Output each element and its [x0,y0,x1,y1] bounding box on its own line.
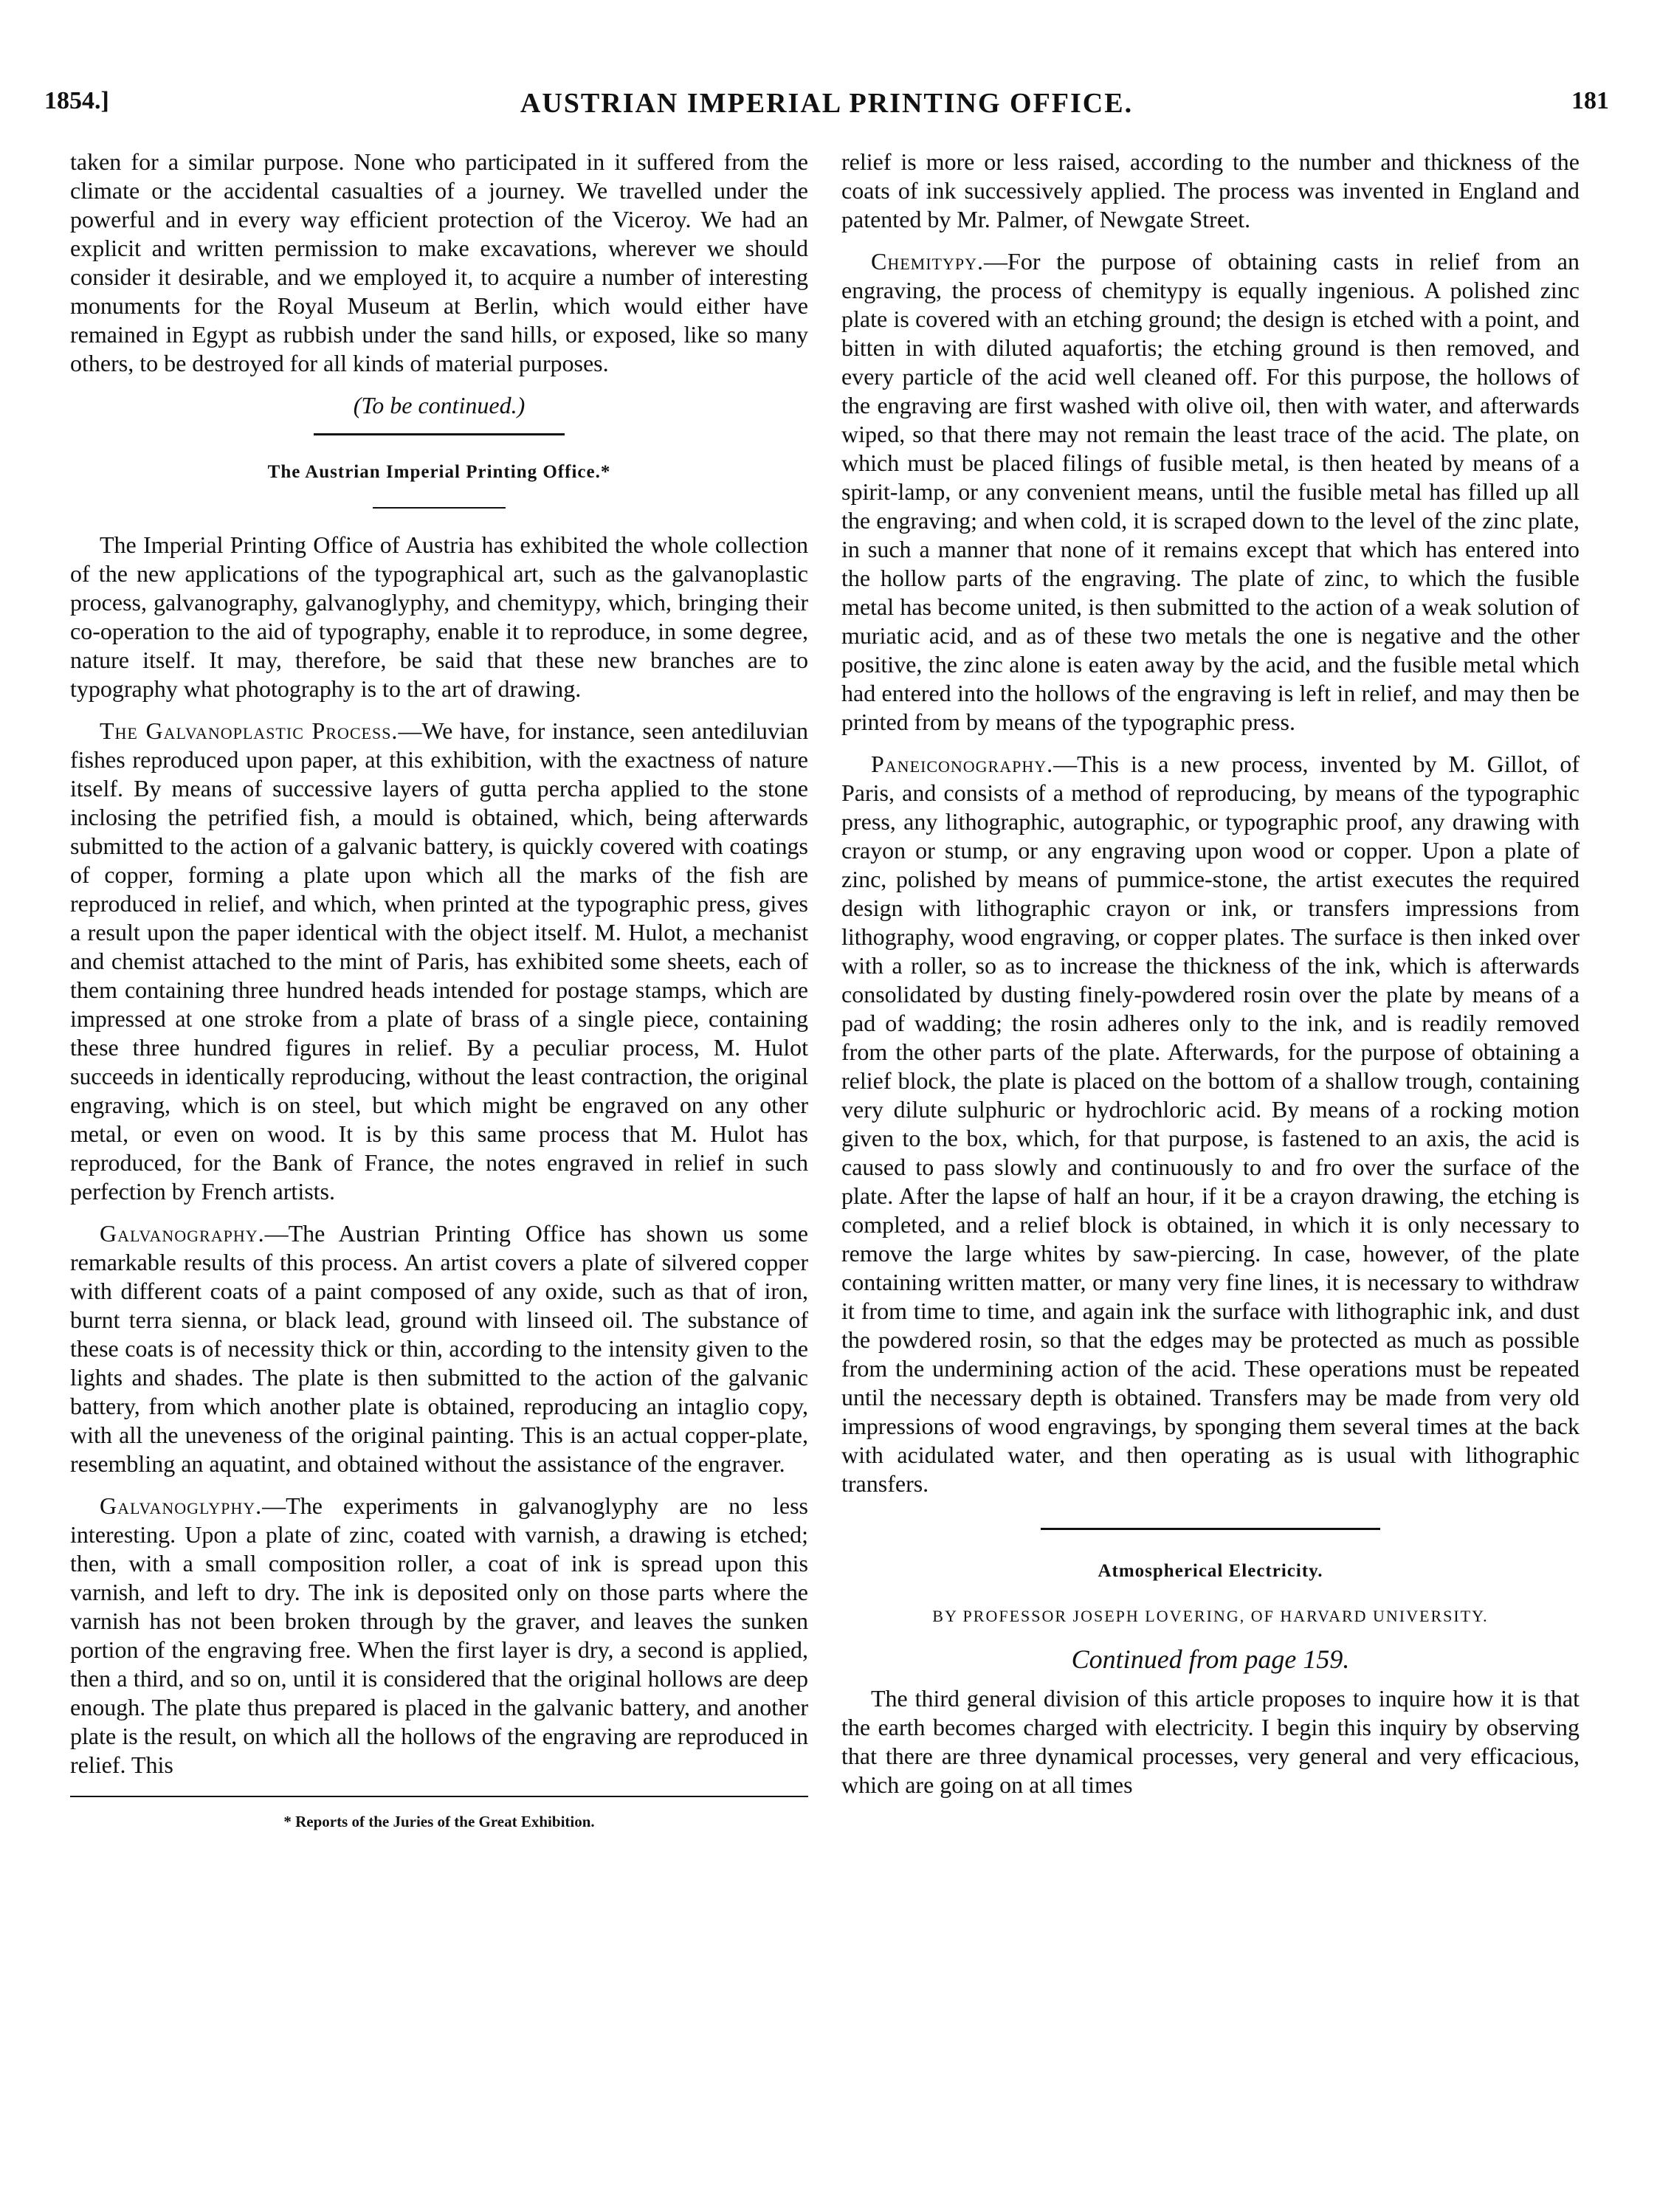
continuation-paragraph: taken for a similar purpose. None who participated in it suffered from the climate or the accidental casualties of a journey. We travelled under the powerful and in every way efficient protection of the Viceroy. We had an explicit and written permission to make excavations, wherever we should consider it desirable, and we employed it, to acquire a number of interesting monuments for the Royal Museum at Berlin, which would either have remained in Egypt as rubbish under the sand hills, or exposed, like so many others, to be destroyed for all kinds of material purposes. [70,148,808,376]
section-divider [314,433,565,435]
galvanography-text: —The Austrian Printing Office has shown us some remarkable results of this process. An artist covers a plate of silvered copper with different coats of a paint composed of any oxide, such as that of iron, burnt terra sienna, or black lead, ground with linseed oil. The substance of these coats is of necessity thick or thin, according to the intensity given to the lights and shades. The plate is then submitted to the action of the galvanic battery, from which another plate is obtained, reproducing an intaglio copy, with all the uneveness of the original painting. This is an actual copper-plate, resembling an aquatint, and obtained without the assistance of the engraver. [70,1220,808,1477]
right-continuation-paragraph: relief is more or less raised, according to the number and thickness of the coats of ink successively applied. The process was invented in England and patented by Mr. Palmer, of Newgate Street. [841,148,1580,232]
galvanography-heading: Galvanography. [100,1220,265,1247]
galvanoglyphy-text: —The experiments in galvanoglyphy are no less interesting. Upon a plate of zinc, coated with varnish, a drawing is etched; then, with a small composition roller, a coat of ink is spread upon this varnish, and left to dry. The ink is deposited only on those parts where the varnish has not been broken through by the graver, and leaves the sunken portion of the engraving free. When the first layer is dry, a second is applied, then a third, and so on, until it is considered that the original hollows are deep enough. The plate thus prepared is placed in the galvanic battery, and another plate is the result, on which all the hollows of the engraving are reproduced in relief. This [70,1492,808,1778]
galvanoglyphy-paragraph [70,1492,808,1779]
header-year: 1854.] [44,87,109,114]
galvanoplastic-heading: The Galvanoplastic Process. [100,717,399,744]
chemitypy-paragraph [841,247,1580,737]
right-column [841,148,1580,1799]
to-be-continued: (To be continued.) [353,392,526,418]
footnote-rule [70,1796,808,1797]
title-rule [373,507,506,509]
chemitypy-text: —For the purpose of obtaining casts in relief from an engraving, the process of chemitypy is equally ingenious. A polished zinc plate is covered with an etching ground; the design is etched with a point, and bitten in with diluted aquafortis; the etching ground is then removed, and every particle of the acid well cleaned off. For this purpose, the hollows of the engraving are first washed with olive oil, then with water, and afterwards wiped, so that there may not remain the least trace of the acid. The plate, on which must be placed filings of fusible metal, is then heated by means of a spirit-lamp, or any convenient means, until the fusible metal has filled up all the engraving; and when cold, it is scraped down to the level of the zinc plate, in such a manner that none of it remains except that which has entered into the hollow parts of the engraving. The plate of zinc, to which the fusible metal has become united, is then submitted to the action of a weak solution of muriatic acid, and as of these two metals the one is negative and the other positive, the zinc alone is eaten away by the acid, and the fusible metal which had entered into the hollows of the engraving is left in relief, and may then be printed from by means of the typographic press. [841,248,1580,735]
article2-byline: BY PROFESSOR JOSEPH LOVERING, OF HARVARD UNIVERSITY. [932,1607,1489,1625]
chemitypy-heading: Chemitypy. [871,248,985,275]
footnote: * Reports of the Juries of the Great Exhibition. [283,1813,595,1830]
header-title: AUSTRIAN IMPERIAL PRINTING OFFICE. [520,88,1134,119]
galvanography-paragraph [70,1219,808,1478]
page-number: 181 [1571,87,1609,114]
running-header [44,87,1609,117]
article2-title: Atmospherical Electricity. [1098,1561,1323,1581]
article2-body: The third general division of this article proposes to inquire how it is that the earth becomes charged with electricity. I begin this inquiry by observing that there are three dynamical processes, very general and very efficacious, which are going on at all times [841,1685,1580,1798]
paneiconography-heading: Paneiconography. [871,751,1054,777]
article2-continued: Continued from page 159. [1071,1644,1350,1674]
intro-paragraph: The Imperial Printing Office of Austria has exhibited the whole collection of the new applications of the typographical art, such as the galvanoplastic process, galvanography, galvanoglyphy, and chemitypy, which, bringing their co-operation to the aid of typography, enable it to reproduce, in some degree, nature itself. It may, therefore, be said that these new branches are to typography what photography is to the art of drawing. [70,531,808,702]
article-title: The Austrian Imperial Printing Office.* [267,462,611,482]
section-divider-2 [1041,1528,1380,1530]
paneiconography-text: —This is a new process, invented by M. Gillot, of Paris, and consists of a method of reproducing, by means of the typographic press, any lithographic, autographic, or typographic proof, any drawing with crayon or stump, or any engraving upon wood or copper. Upon a plate of zinc, polished by means of pummice-stone, the artist executes the required design with lithographic crayon or ink, or transfers impressions from lithography, wood engraving, or copper plates. The surface is then inked over with a roller, so as to increase the thickness of the ink, which is afterwards consolidated by dusting finely-powdered rosin over the plate by means of a pad of wadding; the rosin adheres only to the ink, and is readily removed from the other parts of the plate. Afterwards, for the purpose of obtaining a relief block, the plate is placed on the bottom of a shallow trough, containing very dilute sulphuric or hydrochloric acid. By means of a rocking motion given to the box, which, for that purpose, is fastened to an axis, the acid is caused to pass slowly and continuously to and fro over the surface of the plate. After the lapse of half an hour, if it be a crayon drawing, the etching is completed, and a relief block is obtained, in which it is only necessary to remove the large whites by saw-piercing. In case, however, of the plate containing written matter, or many very fine lines, it is necessary to withdraw it from time to time, and again ink the surface with lithographic ink, and dust the powdered rosin, so that the edges may be protected as much as possible from the undermining action of the acid. These operations must be repeated until the necessary depth is obtained. Transfers may be made from very old impressions of wood engravings, by sponging them several times at the back with acidulated water, and then operating as is usual with lithographic transfers. [841,751,1580,1497]
left-column [70,148,808,1836]
galvanoglyphy-heading: Galvanoglyphy. [100,1492,263,1519]
paneiconography-paragraph [841,750,1580,1498]
galvanoplastic-paragraph [70,717,808,1206]
galvanoplastic-text: —We have, for instance, seen antediluvian fishes reproduced upon paper, at this exhibition, with the exactness of nature itself. By means of successive layers of gutta percha applied to the stone inclosing the petrified fish, a mould is obtained, which, being afterwards submitted to the action of a galvanic battery, is quickly covered with coatings of copper, forming a plate upon which all the marks of the fish are reproduced in relief, and which, when printed at the typographic press, gives a result upon the paper identical with the object itself. M. Hulot, a mechanist and chemist attached to the mint of Paris, has exhibited some sheets, each of them containing three hundred heads intended for postage stamps, which are impressed at one stroke from a plate of brass of a single piece, containing these three hundred figures in relief. By a peculiar process, M. Hulot succeeds in identically reproducing, without the least contraction, the original engraving, which is on steel, but which might be engraved on any other metal, or even on wood. It is by this same process that M. Hulot has reproduced, for the Bank of France, the notes engraved in relief in such perfection by French artists. [70,717,808,1205]
